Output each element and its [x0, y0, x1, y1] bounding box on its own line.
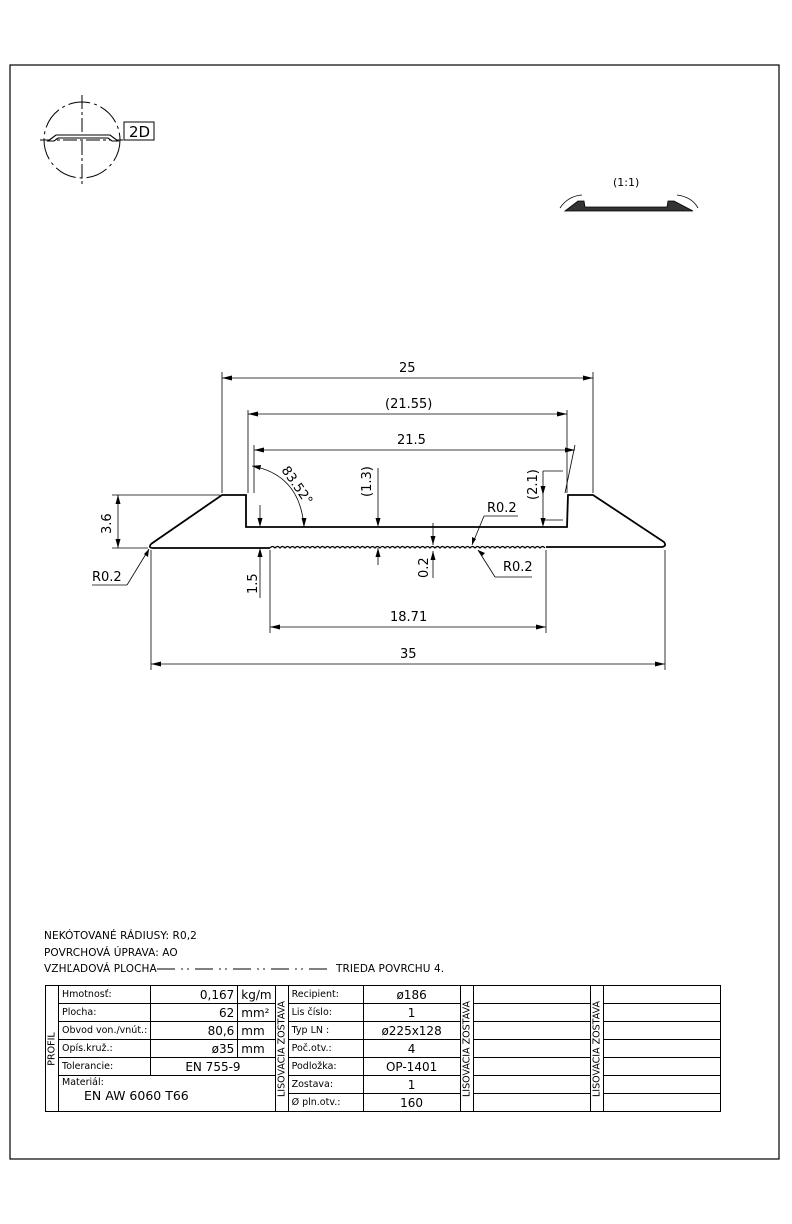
blank-cell	[473, 1022, 590, 1040]
dim-overall-bottom: 35	[400, 647, 417, 662]
prop-label: Opís.kruž.:	[59, 1040, 151, 1058]
press-value: ø225x128	[363, 1022, 460, 1040]
prop-label: Hmotnosť:	[59, 986, 151, 1004]
prop-label: Obvod von./vnút.:	[59, 1022, 151, 1040]
prop-label: Plocha:	[59, 1004, 151, 1022]
prop-unit: mm	[238, 1022, 275, 1040]
dim-radius-top: R0.2	[487, 501, 517, 516]
prop-value: EN 755-9	[151, 1058, 275, 1076]
press-label: Lis číslo:	[288, 1004, 363, 1022]
blank-cell	[603, 1094, 720, 1112]
material-label: Materiál:	[62, 1077, 104, 1088]
prop-unit: kg/m	[238, 986, 275, 1004]
press-value: ø186	[363, 986, 460, 1004]
dim-ref-width: (21.55)	[385, 397, 433, 412]
blank-cell	[473, 1058, 590, 1076]
press-label: Poč.otv.:	[288, 1040, 363, 1058]
blank-cell	[473, 986, 590, 1004]
dim-inner-width: 21.5	[397, 433, 426, 448]
blank-cell	[603, 1076, 720, 1094]
dim-depth-ref: (1.3)	[360, 466, 375, 497]
note-finish: POVRCHOVÁ ÚPRAVA: AO	[44, 947, 178, 959]
blank-cell	[473, 1004, 590, 1022]
lisovacia-label-cell-1: LISOVACIA ZOSTAVA	[275, 986, 288, 1112]
dim-height: 3.6	[100, 513, 115, 534]
blank-cell	[473, 1076, 590, 1094]
prop-value: 80,6	[151, 1022, 238, 1040]
press-value: 4	[363, 1040, 460, 1058]
title-block	[45, 985, 721, 1112]
prop-unit: mm	[238, 1040, 275, 1058]
press-label: Zostava:	[288, 1076, 363, 1094]
blank-cell	[603, 1058, 720, 1076]
note-radii: NEKÓTOVANÉ RÁDIUSY: R0,2	[44, 930, 197, 942]
dim-radius-left: R0.2	[92, 570, 122, 585]
press-value: 1	[363, 1076, 460, 1094]
dim-serration: 0.2	[417, 557, 432, 578]
dim-step-ref: (2.1)	[526, 469, 541, 500]
blank-cell	[603, 1022, 720, 1040]
projection-label: 2D	[129, 123, 151, 141]
blank-cell	[473, 1094, 590, 1112]
prop-value: ø35	[151, 1040, 238, 1058]
blank-cell	[603, 986, 720, 1004]
blank-cell	[603, 1040, 720, 1058]
press-value: 1	[363, 1004, 460, 1022]
prop-value: 0,167	[151, 986, 238, 1004]
dim-thickness: 1.5	[246, 573, 261, 594]
press-label: Typ LN :	[288, 1022, 363, 1040]
press-label: Podložka:	[288, 1058, 363, 1076]
dim-radius-right: R0.2	[503, 560, 533, 575]
press-label: Ø pln.otv.:	[288, 1094, 363, 1112]
profile-miniature	[560, 195, 698, 211]
press-label: Recipient:	[288, 986, 363, 1004]
prop-unit: mm²	[238, 1004, 275, 1022]
dim-overall-top: 25	[399, 361, 416, 376]
blank-cell	[603, 1004, 720, 1022]
dim-angle: 83.52°	[277, 463, 316, 509]
lisovacia-label-cell-3: LISOVACIA ZOSTAVA	[590, 986, 603, 1112]
prop-label: Tolerancie:	[59, 1058, 151, 1076]
scale-label: (1:1)	[613, 176, 640, 189]
profile-section	[150, 495, 665, 548]
profil-label-cell: PROFIL	[46, 986, 59, 1112]
lisovacia-label-cell-2: LISOVACIA ZOSTAVA	[460, 986, 473, 1112]
prop-value: 62	[151, 1004, 238, 1022]
press-value: OP-1401	[363, 1058, 460, 1076]
note-visual-left: VZHĽADOVÁ PLOCHA	[44, 963, 157, 975]
note-visual-right: TRIEDA POVRCHU 4.	[336, 963, 445, 975]
material-value: EN AW 6060 T66	[84, 1088, 189, 1103]
material-cell	[59, 1076, 276, 1112]
blank-cell	[473, 1040, 590, 1058]
press-value: 160	[363, 1094, 460, 1112]
dim-serration-width: 18.71	[390, 610, 428, 625]
